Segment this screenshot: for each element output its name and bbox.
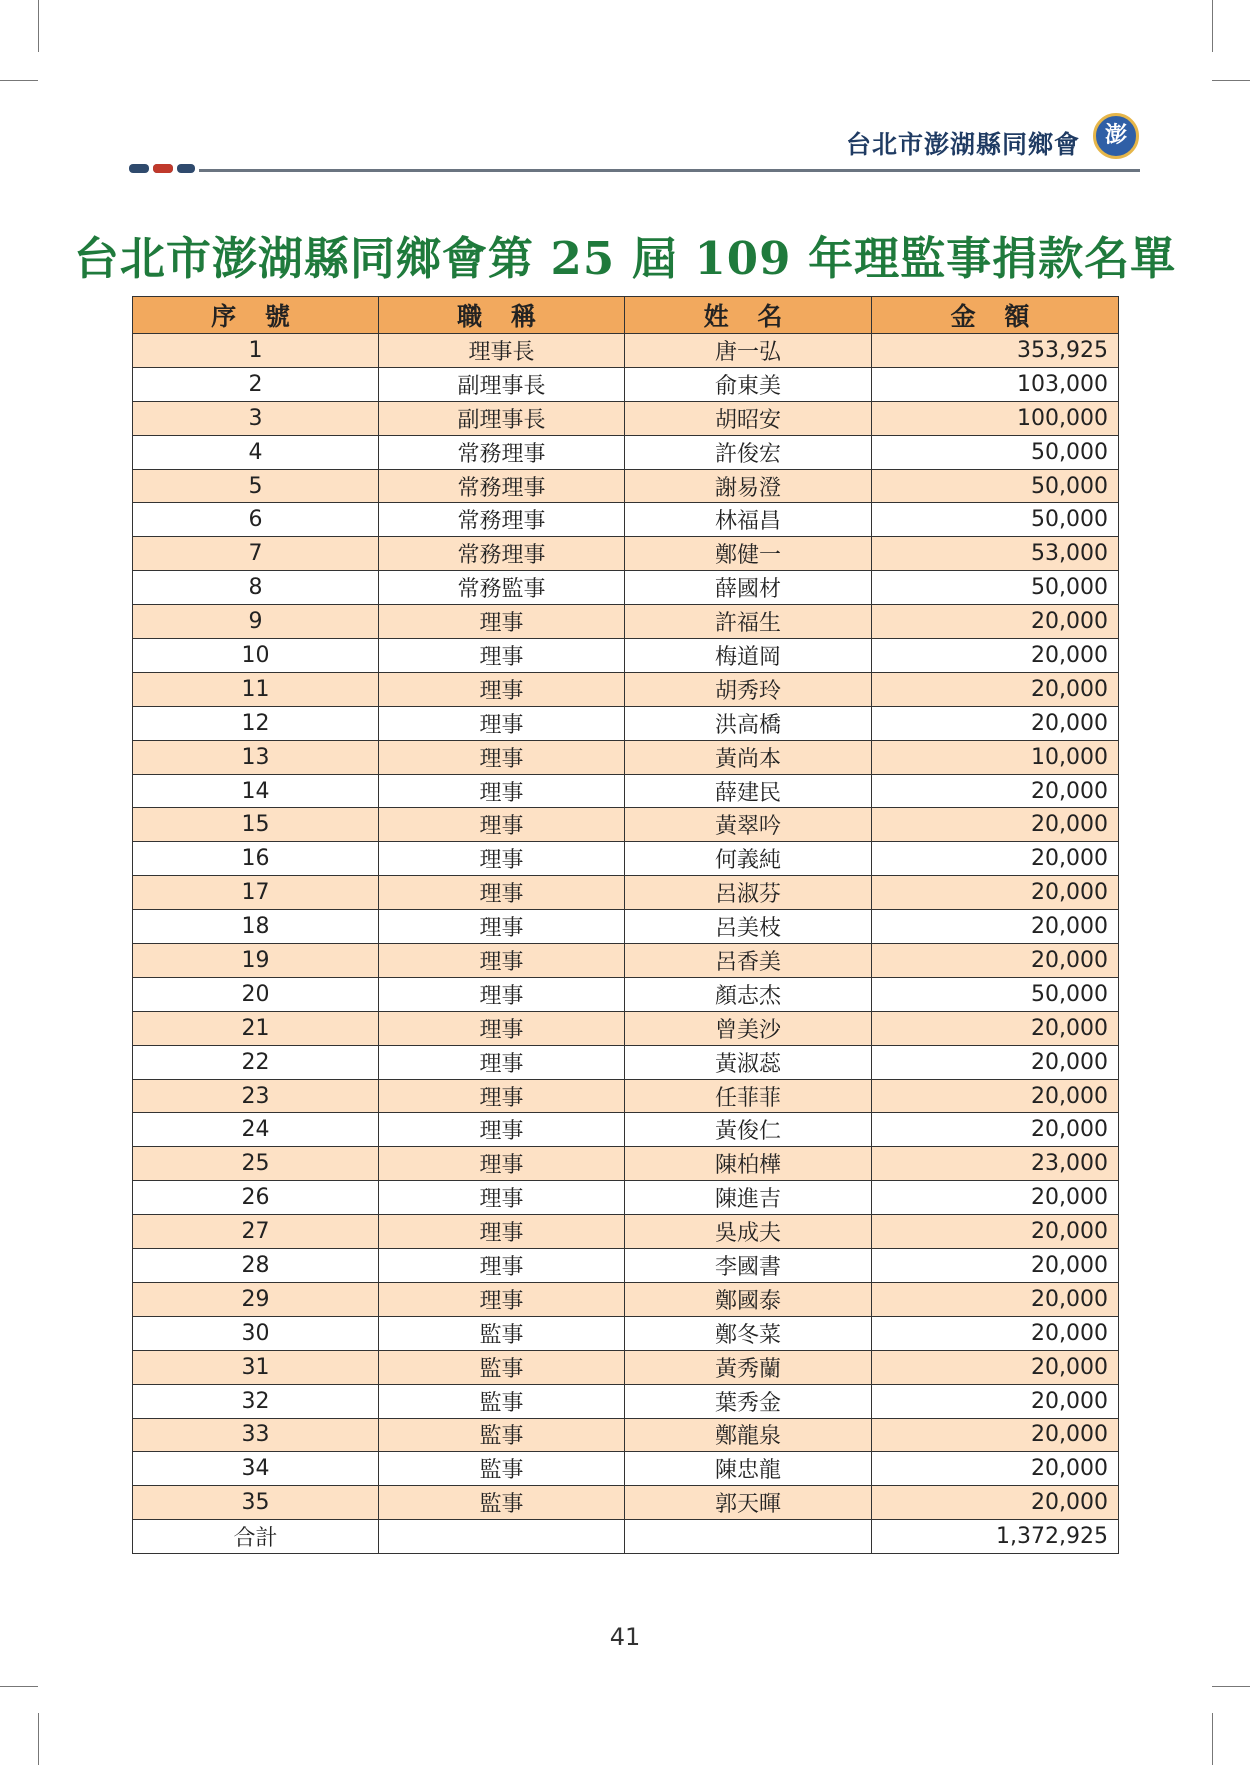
table-row [133, 401, 1119, 435]
cell-no: 5 [133, 469, 379, 503]
table-row [133, 1011, 1119, 1045]
table-row [133, 503, 1119, 537]
cell-amount: 20,000 [872, 876, 1119, 910]
cell-title: 監事 [379, 1452, 625, 1486]
cell-amount: 20,000 [872, 1316, 1119, 1350]
cell-name: 黃尚本 [625, 740, 872, 774]
table-row [133, 1384, 1119, 1418]
cell-name: 呂淑芬 [625, 876, 872, 910]
cell-name: 黃翠吟 [625, 808, 872, 842]
table-row [133, 435, 1119, 469]
table-row [133, 1113, 1119, 1147]
cell-title: 理事 [379, 1113, 625, 1147]
cell-name: 郭天暉 [625, 1486, 872, 1520]
donation-table [132, 296, 1119, 1554]
decor-dash-navy [177, 164, 195, 173]
cell-no: 19 [133, 944, 379, 978]
cell-name: 吳成夫 [625, 1215, 872, 1249]
cell-no: 3 [133, 401, 379, 435]
cell-no: 10 [133, 639, 379, 673]
cell-title: 理事 [379, 842, 625, 876]
cell-name: 唐一弘 [625, 334, 872, 368]
cell-amount: 20,000 [872, 672, 1119, 706]
cell-title: 監事 [379, 1384, 625, 1418]
cell-title: 常務理事 [379, 537, 625, 571]
cell-amount: 50,000 [872, 469, 1119, 503]
cell-title: 理事長 [379, 334, 625, 368]
cell-no: 6 [133, 503, 379, 537]
cell-title: 監事 [379, 1316, 625, 1350]
table-row [133, 334, 1119, 368]
cell-title: 理事 [379, 910, 625, 944]
cell-no: 35 [133, 1486, 379, 1520]
decor-dash-red [153, 164, 173, 173]
total-label: 合計 [133, 1520, 379, 1554]
header-org-name: 台北市澎湖縣同鄉會 [845, 130, 1080, 159]
table-row [133, 1486, 1119, 1520]
cell-no: 32 [133, 1384, 379, 1418]
cell-no: 22 [133, 1045, 379, 1079]
header-amount: 金 額 [872, 297, 1119, 334]
cell-no: 16 [133, 842, 379, 876]
table-row [133, 1418, 1119, 1452]
document-title: 台北市澎湖縣同鄉會第 25 屆 109 年理監事捐款名單 [73, 232, 1177, 285]
cell-amount: 20,000 [872, 639, 1119, 673]
cell-amount: 20,000 [872, 808, 1119, 842]
table-body [133, 334, 1119, 1554]
cell-name: 李國書 [625, 1249, 872, 1283]
cell-no: 13 [133, 740, 379, 774]
cell-amount: 20,000 [872, 1350, 1119, 1384]
cell-title: 理事 [379, 1147, 625, 1181]
cell-title: 理事 [379, 639, 625, 673]
cell-title: 監事 [379, 1350, 625, 1384]
table-row [133, 1249, 1119, 1283]
cell-name: 任菲菲 [625, 1079, 872, 1113]
cell-no: 14 [133, 774, 379, 808]
cell-no: 24 [133, 1113, 379, 1147]
cell-name: 鄭冬菜 [625, 1316, 872, 1350]
cell-title: 理事 [379, 808, 625, 842]
cell-amount: 50,000 [872, 435, 1119, 469]
cell-amount: 100,000 [872, 401, 1119, 435]
cell-no: 33 [133, 1418, 379, 1452]
cell-amount: 20,000 [872, 1215, 1119, 1249]
cell-amount: 50,000 [872, 977, 1119, 1011]
cell-title: 常務監事 [379, 571, 625, 605]
cell-name: 謝易澄 [625, 469, 872, 503]
logo-text: 澎 [1104, 123, 1127, 148]
cell-no: 28 [133, 1249, 379, 1283]
decor-dash-navy [129, 164, 149, 173]
cell-amount: 103,000 [872, 367, 1119, 401]
table-row [133, 537, 1119, 571]
crop-mark [38, 1713, 39, 1765]
cell-title: 理事 [379, 774, 625, 808]
cell-amount: 20,000 [872, 1384, 1119, 1418]
cell-name: 薛國材 [625, 571, 872, 605]
table-row [133, 639, 1119, 673]
cell-amount: 20,000 [872, 706, 1119, 740]
table-row [133, 367, 1119, 401]
total-amount: 1,372,925 [872, 1520, 1119, 1554]
table-row [133, 672, 1119, 706]
header-rule [199, 169, 1140, 172]
cell-no: 12 [133, 706, 379, 740]
cell-title: 副理事長 [379, 401, 625, 435]
cell-amount: 20,000 [872, 1486, 1119, 1520]
total-row [133, 1520, 1119, 1554]
cell-amount: 20,000 [872, 1452, 1119, 1486]
table-header-row [133, 297, 1119, 334]
cell-amount: 50,000 [872, 503, 1119, 537]
cell-no: 15 [133, 808, 379, 842]
cell-name: 洪高橋 [625, 706, 872, 740]
table-row [133, 944, 1119, 978]
crop-mark [0, 1686, 38, 1687]
cell-name: 陳忠龍 [625, 1452, 872, 1486]
cell-name: 許俊宏 [625, 435, 872, 469]
cell-no: 31 [133, 1350, 379, 1384]
cell-name: 何義純 [625, 842, 872, 876]
cell-name: 鄭健一 [625, 537, 872, 571]
table-row [133, 1215, 1119, 1249]
table-row [133, 1282, 1119, 1316]
cell-no: 25 [133, 1147, 379, 1181]
cell-amount: 20,000 [872, 944, 1119, 978]
cell-name: 呂香美 [625, 944, 872, 978]
cell-name: 俞東美 [625, 367, 872, 401]
cell-amount: 20,000 [872, 1181, 1119, 1215]
cell-amount: 20,000 [872, 1418, 1119, 1452]
table-row [133, 1045, 1119, 1079]
cell-title: 理事 [379, 1181, 625, 1215]
page-header [0, 0, 1250, 180]
cell-title: 理事 [379, 672, 625, 706]
header-number: 序 號 [133, 297, 379, 334]
cell-amount: 20,000 [872, 1113, 1119, 1147]
cell-amount: 50,000 [872, 571, 1119, 605]
cell-name: 胡秀玲 [625, 672, 872, 706]
cell-amount: 20,000 [872, 842, 1119, 876]
cell-amount: 23,000 [872, 1147, 1119, 1181]
cell-amount: 353,925 [872, 334, 1119, 368]
cell-amount: 20,000 [872, 1249, 1119, 1283]
table-row [133, 1452, 1119, 1486]
header-name: 姓 名 [625, 297, 872, 334]
crop-mark [1212, 1713, 1213, 1765]
cell-title: 理事 [379, 876, 625, 910]
cell-title: 理事 [379, 706, 625, 740]
cell-no: 21 [133, 1011, 379, 1045]
cell-name: 梅道岡 [625, 639, 872, 673]
cell-name: 顏志杰 [625, 977, 872, 1011]
table-row [133, 706, 1119, 740]
table-row [133, 469, 1119, 503]
cell-name: 黃秀蘭 [625, 1350, 872, 1384]
cell-title: 理事 [379, 1011, 625, 1045]
cell-title: 理事 [379, 605, 625, 639]
cell-no: 9 [133, 605, 379, 639]
cell-name: 陳柏樺 [625, 1147, 872, 1181]
cell-title: 理事 [379, 740, 625, 774]
cell-amount: 10,000 [872, 740, 1119, 774]
cell-title: 理事 [379, 1215, 625, 1249]
cell-title: 監事 [379, 1486, 625, 1520]
cell-name: 呂美枝 [625, 910, 872, 944]
cell-amount: 20,000 [872, 1011, 1119, 1045]
cell-no: 17 [133, 876, 379, 910]
cell-no: 11 [133, 672, 379, 706]
cell-no: 34 [133, 1452, 379, 1486]
cell-name: 胡昭安 [625, 401, 872, 435]
cell-title: 理事 [379, 1282, 625, 1316]
cell-name: 陳進吉 [625, 1181, 872, 1215]
cell-amount: 20,000 [872, 1045, 1119, 1079]
cell-title: 常務理事 [379, 469, 625, 503]
cell-amount: 20,000 [872, 1282, 1119, 1316]
header-position: 職 稱 [379, 297, 625, 334]
cell-no: 23 [133, 1079, 379, 1113]
table-row [133, 1350, 1119, 1384]
cell-no: 2 [133, 367, 379, 401]
cell-no: 18 [133, 910, 379, 944]
cell-title: 監事 [379, 1418, 625, 1452]
table-row [133, 571, 1119, 605]
cell-name: 鄭國泰 [625, 1282, 872, 1316]
cell-title: 理事 [379, 1249, 625, 1283]
table-row [133, 1316, 1119, 1350]
crop-mark [1212, 1686, 1250, 1687]
table-row [133, 605, 1119, 639]
cell-title: 常務理事 [379, 435, 625, 469]
table-row [133, 842, 1119, 876]
table-row [133, 977, 1119, 1011]
page-number: 41 [609, 1623, 641, 1651]
cell-amount: 20,000 [872, 774, 1119, 808]
cell-no: 26 [133, 1181, 379, 1215]
cell-name: 葉秀金 [625, 1384, 872, 1418]
cell-title: 理事 [379, 977, 625, 1011]
cell-title: 理事 [379, 1079, 625, 1113]
cell-amount: 20,000 [872, 1079, 1119, 1113]
cell-name: 林福昌 [625, 503, 872, 537]
cell-no: 29 [133, 1282, 379, 1316]
cell-title: 常務理事 [379, 503, 625, 537]
cell-name: 曾美沙 [625, 1011, 872, 1045]
cell-no: 4 [133, 435, 379, 469]
cell-amount: 20,000 [872, 910, 1119, 944]
table-row [133, 910, 1119, 944]
cell-title: 副理事長 [379, 367, 625, 401]
cell-no: 8 [133, 571, 379, 605]
table-row [133, 740, 1119, 774]
total-title [379, 1520, 625, 1554]
table-row [133, 876, 1119, 910]
association-logo-icon [1093, 113, 1139, 159]
table-row [133, 1079, 1119, 1113]
table-row [133, 1181, 1119, 1215]
cell-name: 鄭龍泉 [625, 1418, 872, 1452]
cell-name: 許福生 [625, 605, 872, 639]
cell-no: 30 [133, 1316, 379, 1350]
cell-amount: 53,000 [872, 537, 1119, 571]
cell-no: 1 [133, 334, 379, 368]
cell-name: 薛建民 [625, 774, 872, 808]
cell-no: 20 [133, 977, 379, 1011]
table-row [133, 774, 1119, 808]
cell-no: 27 [133, 1215, 379, 1249]
table-row [133, 1147, 1119, 1181]
cell-amount: 20,000 [872, 605, 1119, 639]
cell-name: 黃淑蕊 [625, 1045, 872, 1079]
cell-title: 理事 [379, 944, 625, 978]
cell-title: 理事 [379, 1045, 625, 1079]
cell-name: 黃俊仁 [625, 1113, 872, 1147]
table-row [133, 808, 1119, 842]
total-name [625, 1520, 872, 1554]
cell-no: 7 [133, 537, 379, 571]
